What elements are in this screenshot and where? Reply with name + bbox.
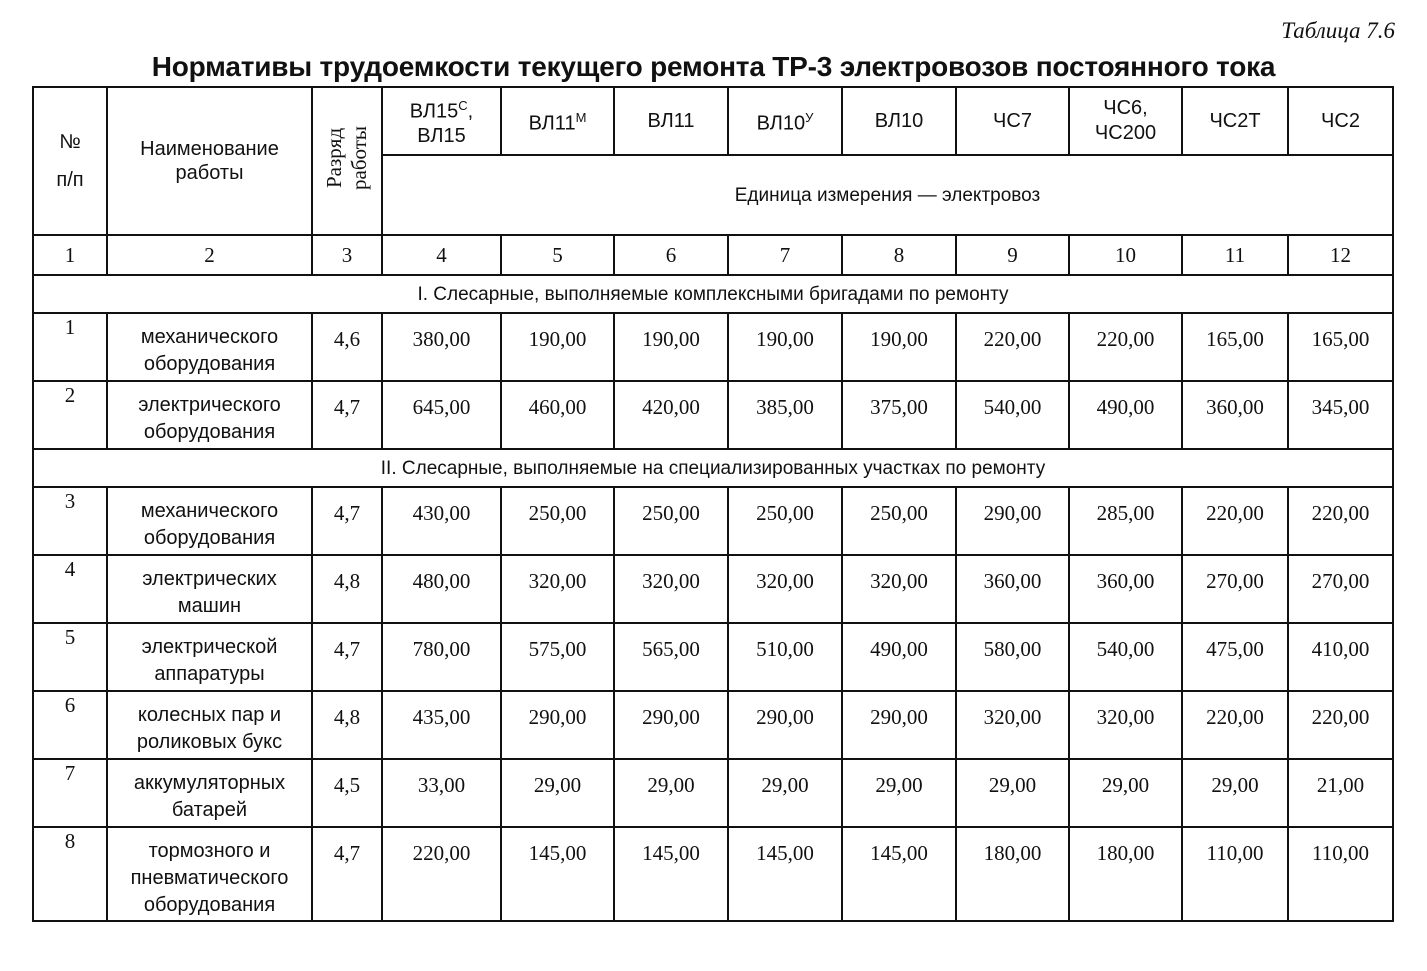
labor-value: 345,00 xyxy=(1288,381,1393,449)
column-number: 1 xyxy=(33,235,107,275)
row-number: 2 xyxy=(33,381,107,449)
work-grade: 4,6 xyxy=(312,313,382,381)
table-body xyxy=(33,275,1393,921)
labor-value: 250,00 xyxy=(728,487,842,555)
labor-value: 145,00 xyxy=(614,827,728,921)
column-number: 9 xyxy=(956,235,1069,275)
section-title: II. Слесарные, выполняемые на специализированных участках по ремонту xyxy=(33,449,1393,487)
labor-value: 430,00 xyxy=(382,487,501,555)
labor-value: 250,00 xyxy=(614,487,728,555)
labor-value: 645,00 xyxy=(382,381,501,449)
work-name: тормозного и пневматического оборудования xyxy=(107,827,312,921)
labor-value: 290,00 xyxy=(501,691,614,759)
header-locomotive: ЧС2 xyxy=(1288,87,1393,155)
labor-value: 180,00 xyxy=(956,827,1069,921)
labor-value: 29,00 xyxy=(501,759,614,827)
labor-value: 510,00 xyxy=(728,623,842,691)
table-row xyxy=(33,691,1393,759)
labor-value: 360,00 xyxy=(1182,381,1288,449)
labor-value: 360,00 xyxy=(1069,555,1182,623)
row-number: 1 xyxy=(33,313,107,381)
header-grade-text: Разряд работы xyxy=(322,126,371,191)
labor-value: 220,00 xyxy=(1288,691,1393,759)
row-number: 7 xyxy=(33,759,107,827)
labor-value: 190,00 xyxy=(842,313,956,381)
labor-value: 360,00 xyxy=(956,555,1069,623)
labor-value: 110,00 xyxy=(1182,827,1288,921)
column-number: 12 xyxy=(1288,235,1393,275)
section-row xyxy=(33,275,1393,313)
table-title: Нормативы трудоемкости текущего ремонта ТР-3 электровозов постоянного тока xyxy=(151,51,1276,82)
labor-value: 29,00 xyxy=(1182,759,1288,827)
labor-value: 220,00 xyxy=(1182,487,1288,555)
table-row xyxy=(33,623,1393,691)
work-name: электрической аппаратуры xyxy=(107,623,312,691)
labor-value: 220,00 xyxy=(382,827,501,921)
header-locomotive: $ВЛ10^У$ xyxy=(728,87,842,155)
row-number: 4 xyxy=(33,555,107,623)
labor-value: 29,00 xyxy=(614,759,728,827)
labor-value: 320,00 xyxy=(728,555,842,623)
work-name: механического оборудования xyxy=(107,487,312,555)
labor-value: 460,00 xyxy=(501,381,614,449)
column-number: 8 xyxy=(842,235,956,275)
labor-value: 320,00 xyxy=(1069,691,1182,759)
row-number: 3 xyxy=(33,487,107,555)
column-number: 11 xyxy=(1182,235,1288,275)
norms-table xyxy=(32,86,1394,922)
labor-value: 290,00 xyxy=(614,691,728,759)
labor-value: 190,00 xyxy=(501,313,614,381)
labor-value: 220,00 xyxy=(956,313,1069,381)
column-number: 6 xyxy=(614,235,728,275)
labor-value: 380,00 xyxy=(382,313,501,381)
labor-value: 320,00 xyxy=(956,691,1069,759)
work-grade: 4,7 xyxy=(312,381,382,449)
labor-value: 420,00 xyxy=(614,381,728,449)
table-row xyxy=(33,381,1393,449)
labor-value: 250,00 xyxy=(842,487,956,555)
labor-value: 575,00 xyxy=(501,623,614,691)
labor-value: 145,00 xyxy=(728,827,842,921)
labor-value: 29,00 xyxy=(1069,759,1182,827)
labor-value: 565,00 xyxy=(614,623,728,691)
header-locomotive: ЧС6, ЧС200 xyxy=(1069,87,1182,155)
header-no xyxy=(33,87,107,235)
header-row-locomotives xyxy=(33,87,1393,155)
header-locomotive: ЧС7 xyxy=(956,87,1069,155)
column-numbers-row xyxy=(33,235,1393,275)
labor-value: 490,00 xyxy=(1069,381,1182,449)
header-locomotive: ВЛ11 xyxy=(614,87,728,155)
work-grade: 4,5 xyxy=(312,759,382,827)
labor-value: 285,00 xyxy=(1069,487,1182,555)
labor-value: 320,00 xyxy=(501,555,614,623)
labor-value: 165,00 xyxy=(1182,313,1288,381)
labor-value: 290,00 xyxy=(956,487,1069,555)
labor-value: 21,00 xyxy=(1288,759,1393,827)
labor-value: 220,00 xyxy=(1069,313,1182,381)
work-name: электрических машин xyxy=(107,555,312,623)
labor-value: 29,00 xyxy=(728,759,842,827)
labor-value: 33,00 xyxy=(382,759,501,827)
column-number: 7 xyxy=(728,235,842,275)
work-name: аккумуляторных батарей xyxy=(107,759,312,827)
table-row xyxy=(33,555,1393,623)
labor-value: 145,00 xyxy=(842,827,956,921)
table-row xyxy=(33,487,1393,555)
labor-value: 110,00 xyxy=(1288,827,1393,921)
labor-value: 29,00 xyxy=(842,759,956,827)
labor-value: 385,00 xyxy=(728,381,842,449)
labor-value: 180,00 xyxy=(1069,827,1182,921)
labor-value: 220,00 xyxy=(1288,487,1393,555)
header-no-line1: № xyxy=(59,131,81,153)
labor-value: 540,00 xyxy=(1069,623,1182,691)
labor-value: 190,00 xyxy=(614,313,728,381)
header-locomotive: ЧС2Т xyxy=(1182,87,1288,155)
column-number: 4 xyxy=(382,235,501,275)
labor-value: 475,00 xyxy=(1182,623,1288,691)
column-number: 5 xyxy=(501,235,614,275)
column-number: 2 xyxy=(107,235,312,275)
header-locomotive: $ВЛ11^М$ xyxy=(501,87,614,155)
labor-value: 410,00 xyxy=(1288,623,1393,691)
section-row xyxy=(33,449,1393,487)
header-grade xyxy=(312,87,382,235)
labor-value: 490,00 xyxy=(842,623,956,691)
labor-value: 320,00 xyxy=(842,555,956,623)
column-number: 3 xyxy=(312,235,382,275)
labor-value: 250,00 xyxy=(501,487,614,555)
labor-value: 435,00 xyxy=(382,691,501,759)
work-grade: 4,8 xyxy=(312,555,382,623)
labor-value: 480,00 xyxy=(382,555,501,623)
labor-value: 290,00 xyxy=(842,691,956,759)
labor-value: 29,00 xyxy=(956,759,1069,827)
labor-value: 145,00 xyxy=(501,827,614,921)
work-grade: 4,7 xyxy=(312,487,382,555)
labor-value: 780,00 xyxy=(382,623,501,691)
work-name: электрического оборудования xyxy=(107,381,312,449)
labor-value: 220,00 xyxy=(1182,691,1288,759)
labor-value: 165,00 xyxy=(1288,313,1393,381)
table-row xyxy=(33,313,1393,381)
labor-value: 580,00 xyxy=(956,623,1069,691)
header-work-name xyxy=(107,87,312,235)
header-locomotive: ВЛ10 xyxy=(842,87,956,155)
work-name: колесных пар и роликовых букс xyxy=(107,691,312,759)
labor-value: 290,00 xyxy=(728,691,842,759)
labor-value: 320,00 xyxy=(614,555,728,623)
row-number: 8 xyxy=(33,827,107,921)
header-work-name-text: Наименование работы xyxy=(140,138,279,184)
header-locomotive: $ВЛ15^С$, ВЛ15 xyxy=(382,87,501,155)
row-number: 5 xyxy=(33,623,107,691)
labor-value: 540,00 xyxy=(956,381,1069,449)
header-unit: Единица измерения — электровоз xyxy=(382,155,1393,235)
row-number: 6 xyxy=(33,691,107,759)
header-no-line2: п/п xyxy=(56,169,84,191)
work-name: механического оборудования xyxy=(107,313,312,381)
work-grade: 4,7 xyxy=(312,623,382,691)
labor-value: 190,00 xyxy=(728,313,842,381)
work-grade: 4,8 xyxy=(312,691,382,759)
work-grade: 4,7 xyxy=(312,827,382,921)
section-title: I. Слесарные, выполняемые комплексными бригадами по ремонту xyxy=(33,275,1393,313)
labor-value: 270,00 xyxy=(1288,555,1393,623)
table-row xyxy=(33,759,1393,827)
column-number: 10 xyxy=(1069,235,1182,275)
table-number: Таблица 7.6 xyxy=(1281,18,1395,43)
labor-value: 270,00 xyxy=(1182,555,1288,623)
labor-value: 375,00 xyxy=(842,381,956,449)
table-row xyxy=(33,827,1393,921)
